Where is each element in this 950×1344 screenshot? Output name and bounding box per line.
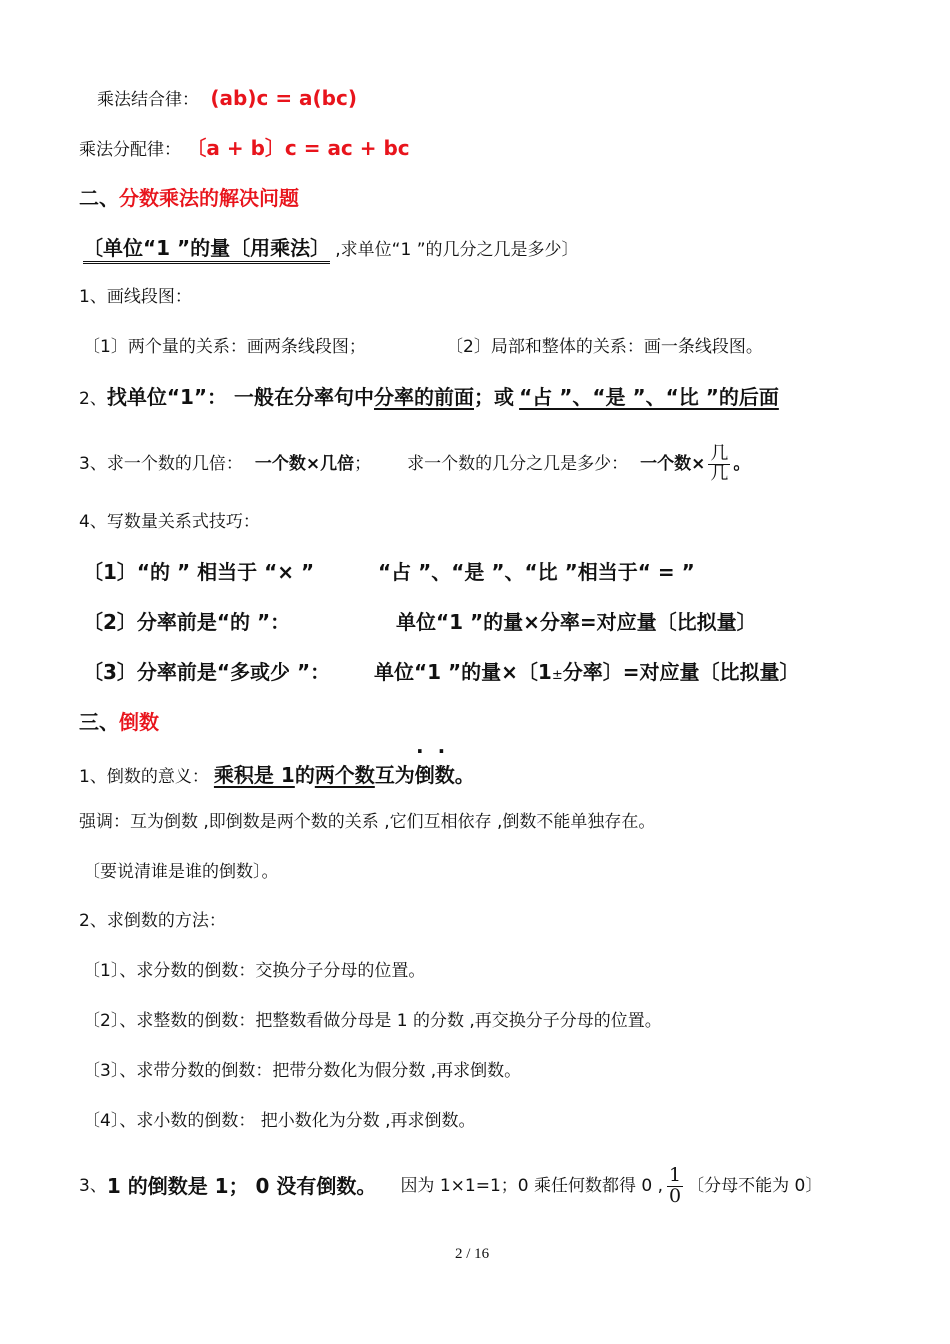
fraction-numerator: 几: [710, 442, 729, 464]
reciprocal-meaning-label: 1、倒数的意义：: [79, 767, 209, 787]
step-1b: 〔2〕局部和整体的关系：画一条线段图。: [446, 337, 763, 357]
step-3-separator: ；: [354, 453, 372, 474]
reciprocal-de: 的: [294, 763, 315, 787]
plus-minus-sign: ±: [551, 668, 563, 683]
fraction-one-over-zero: [667, 1163, 683, 1207]
item-3-bold: 1 的倒数是 1； 0 没有倒数。: [106, 1174, 377, 1198]
unit-quantity-desc: ,求单位“1 ”的几分之几是多少〕: [335, 240, 579, 260]
unit-quantity-title: 〔单位“1 ”的量〔用乘法〕: [83, 236, 330, 264]
step-4-tips: 4、写数量关系式技巧：: [79, 512, 260, 532]
emphasis-dots: ··: [416, 739, 460, 763]
unit-quantity-line: [83, 236, 579, 260]
method-4: 〔4〕、求小数的倒数： 把小数化为分数 ,再求倒数。: [83, 1111, 476, 1131]
line-distributive-law: [79, 136, 410, 160]
item-3-end: 〔分母不能为 0〕: [687, 1175, 823, 1196]
reciprocal-meaning: [79, 763, 475, 787]
section-2-number: 二、: [79, 186, 119, 210]
associative-label: 乘法结合律：: [97, 90, 199, 110]
rule-2a: 〔2〕分率前是“的 ”：: [83, 610, 291, 634]
step-3-end: 。: [733, 453, 751, 474]
step-1a: 〔1〕两个量的关系：画两条线段图；: [83, 337, 366, 357]
step-2-number: 2、: [79, 389, 107, 409]
fraction-denominator: 几: [710, 462, 729, 484]
rule-1b: “占 ”、“是 ”、“比 ”相当于“ = ”: [378, 560, 695, 584]
distributive-label: 乘法分配律：: [79, 140, 181, 160]
item-3-desc: 因为 1×1=1；0 乘任何数都得 0 ,: [400, 1175, 664, 1196]
reciprocal-of-one-zero: [79, 1144, 822, 1228]
step-3-label: 3、求一个数的几倍：: [79, 453, 243, 474]
section-2-title: 分数乘法的解决问题: [119, 186, 299, 210]
reciprocal-product-one: 乘积是 1: [213, 763, 295, 787]
step-3-multiply: [79, 424, 750, 504]
distributive-formula: 〔a + b〕c = ac + bc: [186, 136, 410, 160]
stress-note: 强调：互为倒数 ,即倒数是两个数的关系 ,它们互相依存 ,倒数不能单独存在。: [79, 812, 656, 832]
step-2-underline-2: “占 ”、“是 ”、“比 ”的后面: [519, 385, 779, 409]
fraction-ji-over-ji: [708, 442, 730, 484]
step-1-draw: 1、画线段图：: [79, 287, 192, 307]
step-3-formula: 一个数×: [640, 453, 706, 474]
method-1: 〔1〕、求分数的倒数：交换分子分母的位置。: [83, 961, 426, 981]
section-3-number: 三、: [79, 710, 119, 734]
rule-3a: 〔3〕分率前是“多或少 ”：: [83, 660, 331, 684]
step-2-find-unit: [79, 385, 779, 409]
rule-1a: 〔1〕“的 ” 相当于 “× ”: [83, 560, 315, 584]
step-2-text: 找单位“1”： 一般在分率句中: [106, 385, 374, 409]
method-2: 〔2〕、求整数的倒数：把整数看做分母是 1 的分数 ,再交换分子分母的位置。: [83, 1011, 662, 1031]
rule-3b-part-2: 分率〕=对应量〔比拟量〕: [562, 660, 800, 684]
step-3-desc: 求一个数的几分之几是多少：: [407, 453, 629, 474]
associative-formula: (ab)c = a(bc): [210, 86, 357, 110]
reciprocal-methods: 2、求倒数的方法：: [79, 911, 226, 931]
item-3-number: 3、: [79, 1175, 107, 1196]
page-number: 2 / 16: [455, 1246, 490, 1262]
rule-2b: 单位“1 ”的量×分率=对应量〔比拟量〕: [396, 610, 757, 634]
rule-3b: [374, 660, 800, 684]
fraction-zero-denominator: 0: [669, 1184, 682, 1207]
method-3: 〔3〕、求带分数的倒数：把带分数化为假分数 ,再求倒数。: [83, 1061, 522, 1081]
section-2-heading: [79, 186, 299, 210]
rule-3b-part-1: 单位“1 ”的量×〔1: [374, 660, 552, 684]
clarify-note: 〔要说清谁是谁的倒数〕。: [83, 862, 279, 882]
line-associative-law: [97, 86, 357, 110]
step-2-underline-1: 分率的前面: [374, 385, 474, 409]
reciprocal-two-numbers: 两个数: [314, 763, 375, 787]
step-2-mid: ；或: [474, 385, 514, 409]
section-3-title: 倒数: [119, 710, 159, 734]
step-3-times: 一个数×几倍: [254, 453, 355, 474]
fraction-one-numerator: 1: [669, 1163, 682, 1186]
section-3-heading: [79, 710, 159, 734]
reciprocal-end: 互为倒数。: [374, 763, 475, 787]
